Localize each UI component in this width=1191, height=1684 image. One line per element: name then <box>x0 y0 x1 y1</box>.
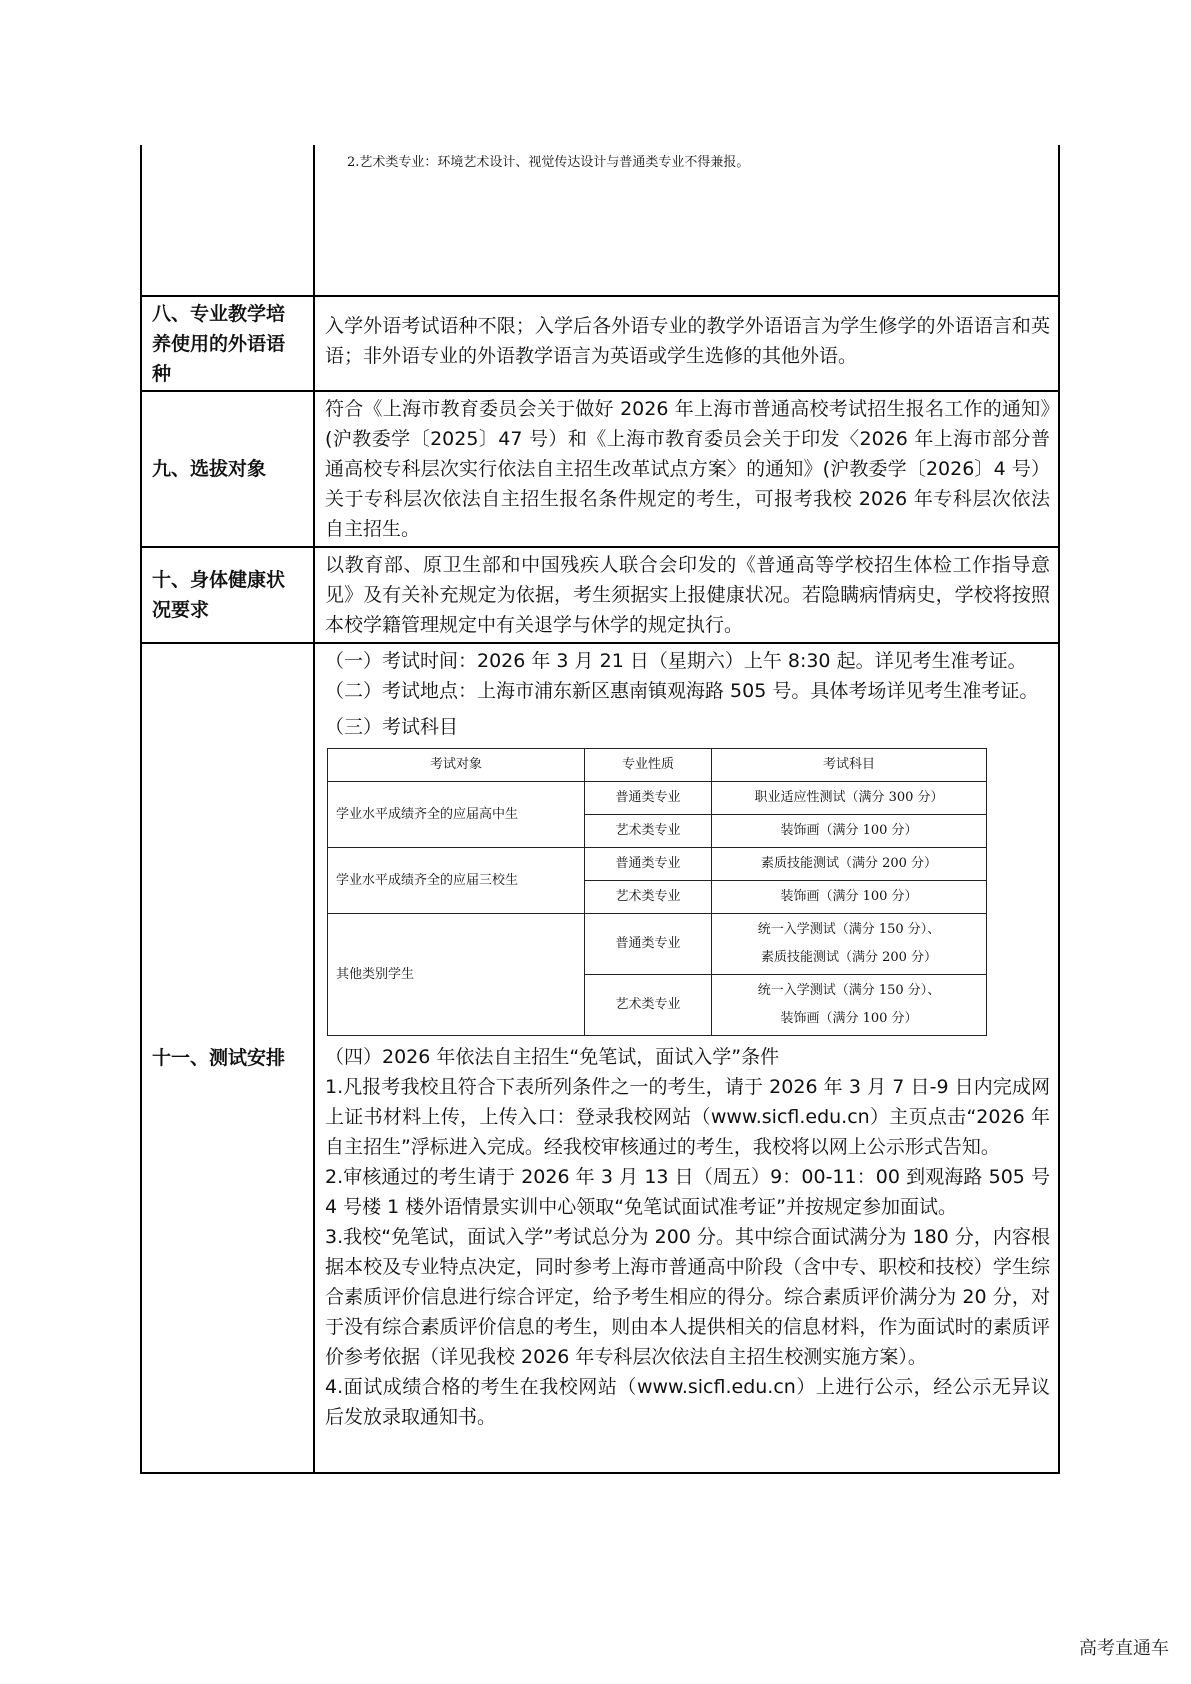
subject-cell: 素质技能测试（满分 200 分） <box>712 848 987 881</box>
row-content <box>315 392 1058 546</box>
table-row <box>328 848 987 881</box>
row-label: 八、专业教学培养使用的外语语种 <box>142 297 315 390</box>
subject-cell: 装饰画（满分 100 分） <box>712 815 987 848</box>
exam-time: （一）考试时间：2026 年 3 月 21 日（星期六）上午 8:30 起。详见考生准考证。 <box>325 650 1027 672</box>
row-content <box>315 548 1058 642</box>
subject-line: 素质技能测试（满分 200 分） <box>760 950 938 965</box>
exempt-item-2: 2.审核通过的考生请于 2026 年 3 月 13 日（周五）9：00-11：00 到观海路 505 号 4 号楼 1 楼外语情景实训中心领取“免笔试面试准考证”并按规定参加面试。 <box>325 1166 1050 1218</box>
row-label-empty <box>142 145 315 295</box>
row-art-majors <box>142 145 1058 295</box>
type-cell: 普通类专业 <box>585 782 712 815</box>
type-cell: 普通类专业 <box>585 914 712 975</box>
watermark-brand: 高考直通车 <box>1079 1638 1169 1659</box>
row-label: 十一、测试安排 <box>142 644 315 1472</box>
header-target: 考试对象 <box>328 749 585 782</box>
row-eligible-candidates <box>142 390 1058 546</box>
type-cell: 艺术类专业 <box>585 815 712 848</box>
subject-cell <box>712 914 987 975</box>
language-text: 入学外语考试语种不限；入学后各外语专业的教学外语语言为学生修学的外语语言和英语；非外语专业的外语教学语言为英语或学生选修的其他外语。 <box>325 315 1050 367</box>
subject-cell: 装饰画（满分 100 分） <box>712 881 987 914</box>
row-test-arrangement <box>142 642 1058 1472</box>
row-health-requirements <box>142 546 1058 642</box>
subject-cell <box>712 975 987 1036</box>
exempt-item-4: 4.面试成绩合格的考生在我校网站（www.sicfl.edu.cn）上进行公示，经公示无异议后发放录取通知书。 <box>325 1376 1050 1428</box>
subject-cell: 职业适应性测试（满分 300 分） <box>712 782 987 815</box>
target-cell: 学业水平成绩齐全的应届三校生 <box>328 848 585 914</box>
exempt-title: （四）2026 年依法自主招生“免笔试，面试入学”条件 <box>325 1046 780 1068</box>
target-cell: 学业水平成绩齐全的应届高中生 <box>328 782 585 848</box>
header-type: 专业性质 <box>585 749 712 782</box>
subject-line: 装饰画（满分 100 分） <box>780 1011 918 1026</box>
row-label: 九、选拔对象 <box>142 392 315 546</box>
target-cell: 其他类别学生 <box>328 914 585 1036</box>
subject-line: 统一入学测试（满分 150 分）、 <box>757 983 941 998</box>
type-cell: 艺术类专业 <box>585 881 712 914</box>
exam-place: （二）考试地点：上海市浦东新区惠南镇观海路 505 号。具体考场详见考生准考证。 <box>325 680 1039 702</box>
health-text: 以教育部、原卫生部和中国残疾人联合会印发的《普通高等学校招生体检工作指导意见》及有关补充规定为依据，考生须据实上报健康状况。若隐瞒病情病史，学校将按照本校学籍管理规定中有关退学与休学的规定执行。 <box>325 554 1050 636</box>
row-foreign-language <box>142 295 1058 390</box>
exam-subjects-title: （三）考试科目 <box>325 716 459 738</box>
type-cell: 艺术类专业 <box>585 975 712 1036</box>
type-cell: 普通类专业 <box>585 848 712 881</box>
table-row <box>328 914 987 975</box>
row-content <box>315 644 1058 1472</box>
subject-line: 统一入学测试（满分 150 分）、 <box>757 922 941 937</box>
art-majors-note: 2.艺术类专业：环境艺术设计、视觉传达设计与普通类专业不得兼报。 <box>347 155 750 170</box>
exempt-item-1: 1.凡报考我校且符合下表所列条件之一的考生，请于 2026 年 3 月 7 日-9 日内完成网上证书材料上传，上传入口：登录我校网站（www.sicfl.edu.cn）主页点击“2026 年自主招生”浮标进入完成。经我校审核通过的考生，我校将以网上公示形式告知。 <box>325 1076 1050 1158</box>
exam-subjects-table <box>327 748 987 1036</box>
exempt-item-3: 3.我校“免笔试，面试入学”考试总分为 200 分。其中综合面试满分为 180 分，内容根据本校及专业特点决定，同时参考上海市普通高中阶段（含中专、职校和技校）学生综合素质评价信息进行综合评定，给予考生相应的得分。综合素质评价满分为 20 分，对于没有综合素质评价信息的考生，则由本人提供相关的信息材料，作为面试时的素质评价参考依据（详见我校 2026 年专科层次依法自主招生校测实施方案）。 <box>325 1226 1050 1368</box>
admission-table <box>140 145 1060 1474</box>
header-subject: 考试科目 <box>712 749 987 782</box>
eligibility-text: 符合《上海市教育委员会关于做好 2026 年上海市普通高校考试招生报名工作的通知》(沪教委学〔2025〕47 号）和《上海市教育委员会关于印发〈2026 年上海市部分普通高校专科层次实行依法自主招生改革试点方案〉的通知》(沪教委学〔2026〕4 号）关于专科层次依法自主招生报名条件规定的考生，可报考我校 2026 年专科层次依法自主招生。 <box>325 398 1050 540</box>
row-content <box>315 297 1058 390</box>
table-header-row <box>328 749 987 782</box>
row-content <box>315 145 1058 295</box>
table-row <box>328 782 987 815</box>
row-label: 十、身体健康状况要求 <box>142 548 315 642</box>
